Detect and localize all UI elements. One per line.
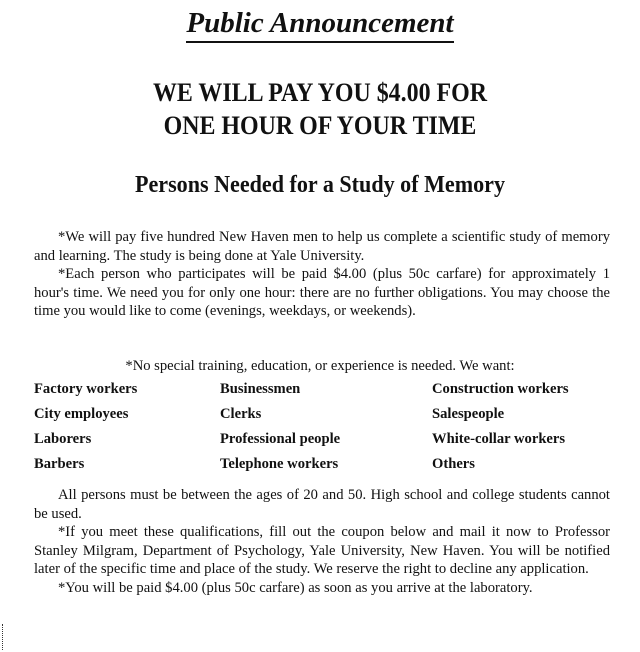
intro-paragraph: *We will pay five hundred New Haven men to help us complete a scientific study of memory and learning. The study is being done at Yale University. bbox=[34, 229, 610, 264]
occupation-item: Telephone workers bbox=[220, 456, 339, 472]
closing-paragraph: All persons must be between the ages of 20 and 50. High school and college students cannot be used. bbox=[34, 487, 610, 522]
occupation-item: Professional people bbox=[220, 431, 341, 447]
occupation-row bbox=[34, 456, 610, 481]
margin-cut-mark bbox=[2, 624, 4, 650]
occupation-item: Barbers bbox=[34, 456, 85, 472]
occupation-item: Businessmen bbox=[220, 381, 301, 397]
page-title bbox=[0, 6, 640, 43]
occupation-item: Laborers bbox=[34, 431, 92, 447]
occupation-row bbox=[34, 431, 610, 456]
closing-paragraph: *You will be paid $4.00 (plus 50c carfare) as soon as you arrive at the laboratory. bbox=[58, 579, 533, 596]
occupation-item: Salespeople bbox=[432, 406, 505, 422]
occupation-item: White-collar workers bbox=[432, 431, 566, 447]
occupation-list bbox=[34, 381, 610, 481]
occupation-item: Clerks bbox=[220, 406, 262, 422]
closing-paragraph: *If you meet these qualifications, fill out the coupon below and mail it now to Professor Stanley Milgram, Department of Psychology, Yale University, New Haven. You will be notified later of the specific time and place of the study. We reserve the right to decline any application. bbox=[34, 524, 610, 577]
requirements-line: *No special training, education, or experience is needed. We want: bbox=[125, 358, 515, 374]
closing-section bbox=[34, 486, 610, 597]
intro-paragraph: *Each person who participates will be paid $4.00 (plus 50c carfare) for approximately 1 hour's time. We need you for only one hour: there are no further obligations. You may choose the time you would like to come (evenings, weekdays, or weekends). bbox=[34, 266, 610, 319]
occupation-row bbox=[34, 406, 610, 431]
title-text: Public Announcement bbox=[186, 6, 453, 43]
subheading: Persons Needed for a Study of Memory bbox=[134, 172, 505, 198]
occupation-item: Factory workers bbox=[34, 381, 138, 397]
occupation-item: City employees bbox=[34, 406, 129, 422]
headline-line-2: ONE HOUR OF YOUR TIME bbox=[163, 111, 477, 140]
occupation-item: Construction workers bbox=[432, 381, 569, 397]
intro-section bbox=[34, 228, 610, 321]
headline bbox=[26, 76, 615, 142]
headline-line-1: WE WILL PAY YOU $4.00 FOR bbox=[152, 78, 488, 107]
occupation-row bbox=[34, 381, 610, 406]
occupation-item: Others bbox=[432, 456, 475, 472]
